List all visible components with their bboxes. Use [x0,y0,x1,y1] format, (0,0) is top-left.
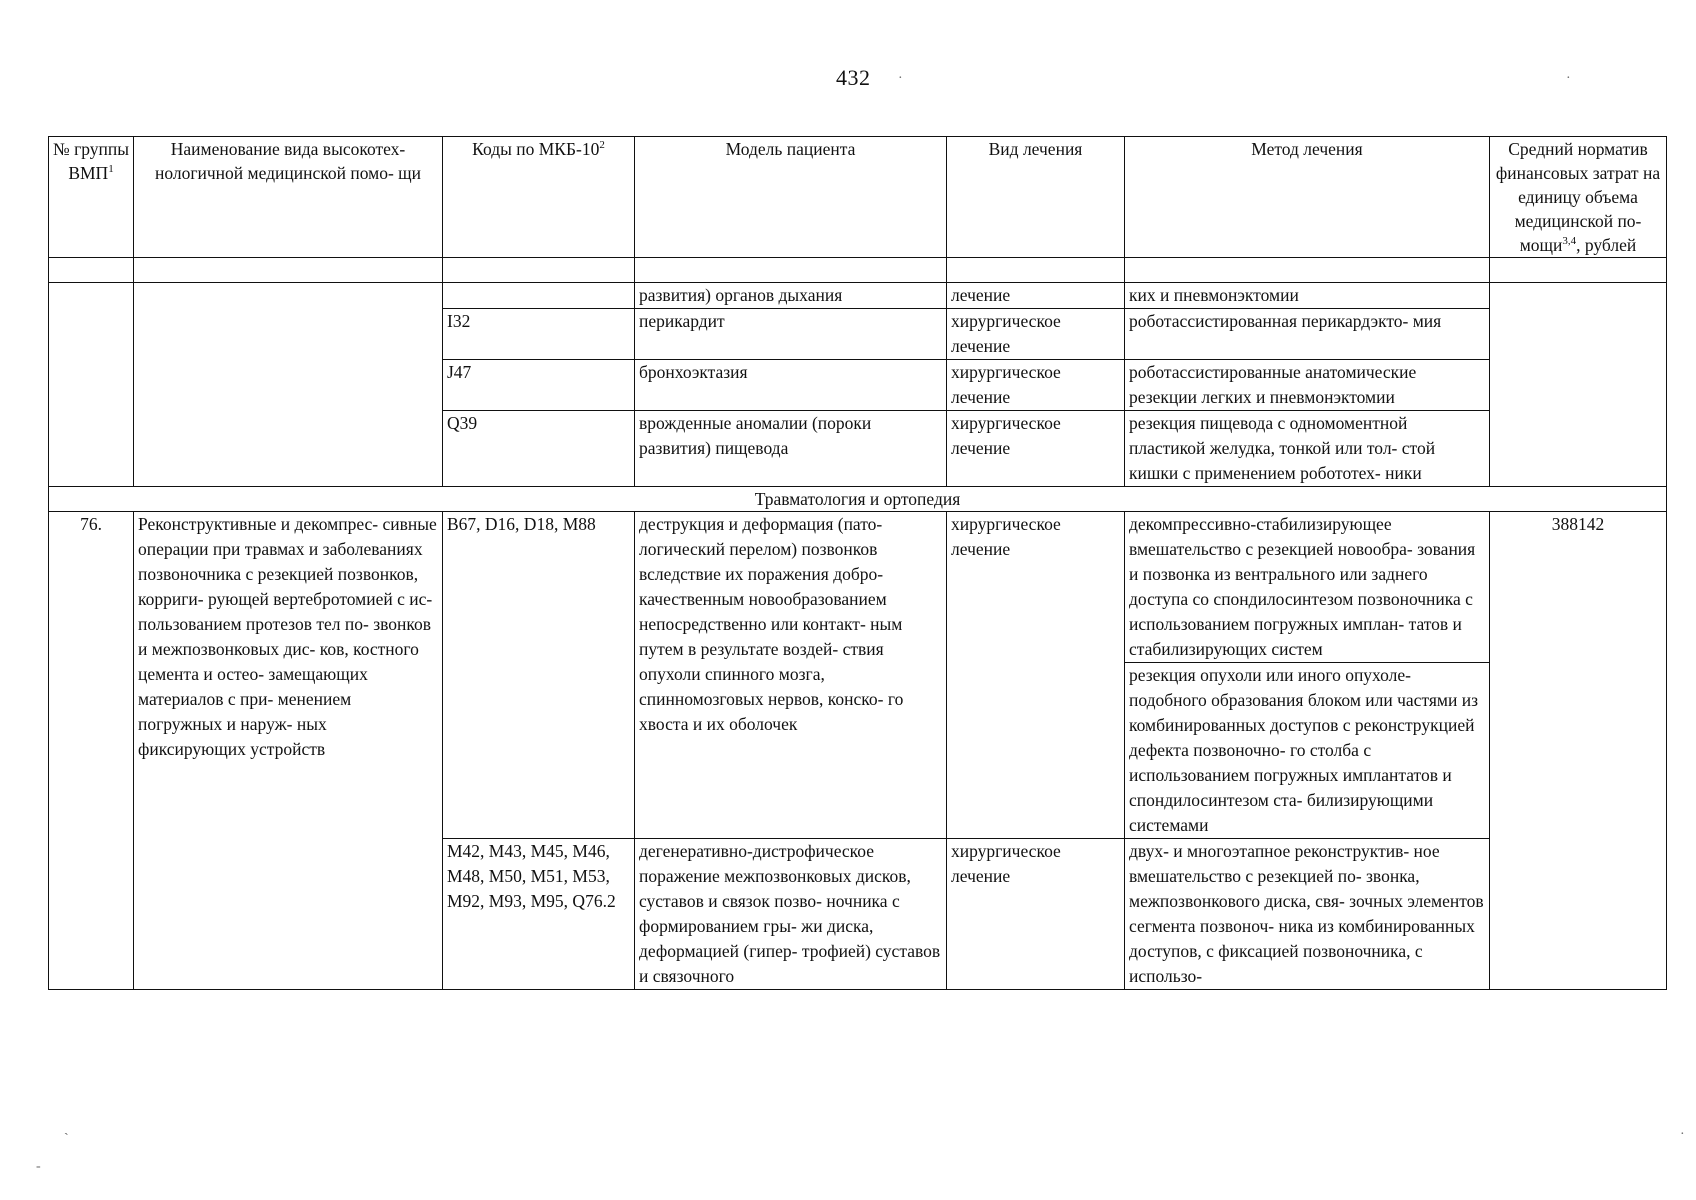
code-cell: B67, D16, D18, M88 [443,512,635,839]
kind-cell: лечение [947,283,1125,309]
code-cell: M42, M43, M45, M46, M48, M50, M51, M53, M92, M93, M95, Q76.2 [443,839,635,990]
table-header-row [49,137,1667,258]
method-cell: роботассистированные анатомические резекции легких и пневмонэктомии [1125,360,1490,411]
model-cell: деструкция и деформация (пато- логический перелом) позвонков вследствие их поражения добро- качественным новообразованием непосредственно или контакт- ным путем в результате воздей- ствия опухоли спинного мозга, спинномозговых нервов, конско- го хвоста и их оболочек [635,512,947,839]
cont-group-cell [49,283,134,487]
section-title: Травматология и ортопедия [49,487,1667,512]
code-cell: I32 [443,309,635,360]
method-cell: резекция пищевода с одномоментной пластикой желудка, тонкой или тол- стой кишки с применением робототех- ники [1125,411,1490,487]
method-stack-cell [1125,512,1490,839]
kind-cell: хирургическое лечение [947,411,1125,487]
services-table [48,136,1667,990]
page-number: 432 [836,65,871,90]
model-cell: развития) органов дыхания [635,283,947,309]
header-icd-codes: Коды по МКБ-$10^2$ [443,137,635,258]
cost-cell: 388142 [1490,512,1667,990]
kind-cell: хирургическое лечение [947,360,1125,411]
method-item: декомпрессивно-стабилизирующее вмешательство с резекцией новообра- зования и позвонка из вентрального или заднего доступа со спондилосинтезом позвоночника с использованием погружных имплан- татов и стабилизирующих систем [1129,514,1476,659]
model-cell: перикардит [635,309,947,360]
model-cell: бронхоэктазия [635,360,947,411]
cont-cost-cell [1490,283,1667,487]
method-item: резекция опухоли или иного опухоле- подобного образования блоком или частями из комбинированных доступов с реконструкцией дефекта позвоночно- го столба с использованием погружных имплантатов и спондилосинтезом ста- билизирующими системами [1125,662,1489,838]
method-cell: ких и пневмонэктомии [1125,283,1490,309]
method-cell: роботассистированная перикардэкто- мия [1125,309,1490,360]
header-spacer-row [49,258,1667,283]
header-treatment-method: Метод лечения [1125,137,1490,258]
code-cell: Q39 [443,411,635,487]
scan-speck: · [1566,71,1571,86]
scan-speck: ˏ [64,1121,69,1136]
group-number-cell: 76. [49,512,134,990]
kind-cell: хирургическое лечение [947,512,1125,839]
cont-name-cell [134,283,443,487]
model-cell: дегенеративно-дистрофическое поражение межпозвонковых дисков, суставов и связок позво- ночника с формированием гры- жи диска, деформацией (гипер- трофией) суставов и связочного [635,839,947,990]
model-cell: врожденные аномалии (пороки развития) пищевода [635,411,947,487]
header-cost-standard: Средний норматив финансовых затрат на единицу объема медицинской по- мощи$^{3,4}$, рублей [1490,137,1667,258]
code-cell [443,283,635,309]
kind-cell: хирургическое лечение [947,309,1125,360]
header-patient-model: Модель пациента [635,137,947,258]
service-name-cell: Реконструктивные и декомпрес- сивные операции при травмах и заболеваниях позвоночника с резекцией позвонков, корриги- рующей вертебротомией с ис- пользованием протезов тел по- звонков и межпозвонковых дис- ков, костного цемента и остео- замещающих материалов с при- менением погружных и наруж- ных фиксирующих устройств [134,512,443,990]
table-row [49,283,1667,309]
section-row [49,487,1667,512]
kind-cell: хирургическое лечение [947,839,1125,990]
scan-speck: · [1680,1127,1685,1142]
method-cell: двух- и многоэтапное реконструктив- ное вмешательство с резекцией по- звонка, межпозвонкового диска, свя- зочных элементов сегмента позвоноч- ника из комбинированных доступов, с фиксацией позвоночника, с использо- [1125,839,1490,990]
table-row [49,512,1667,839]
header-group-number: № группы ВМП$^1$ [49,137,134,258]
scan-speck: · [898,71,903,86]
code-cell: J47 [443,360,635,411]
scan-speck: - [36,1159,41,1174]
header-treatment-kind: Вид лечения [947,137,1125,258]
header-service-name: Наименование вида высокотех- нологичной медицинской помо- щи [134,137,443,258]
